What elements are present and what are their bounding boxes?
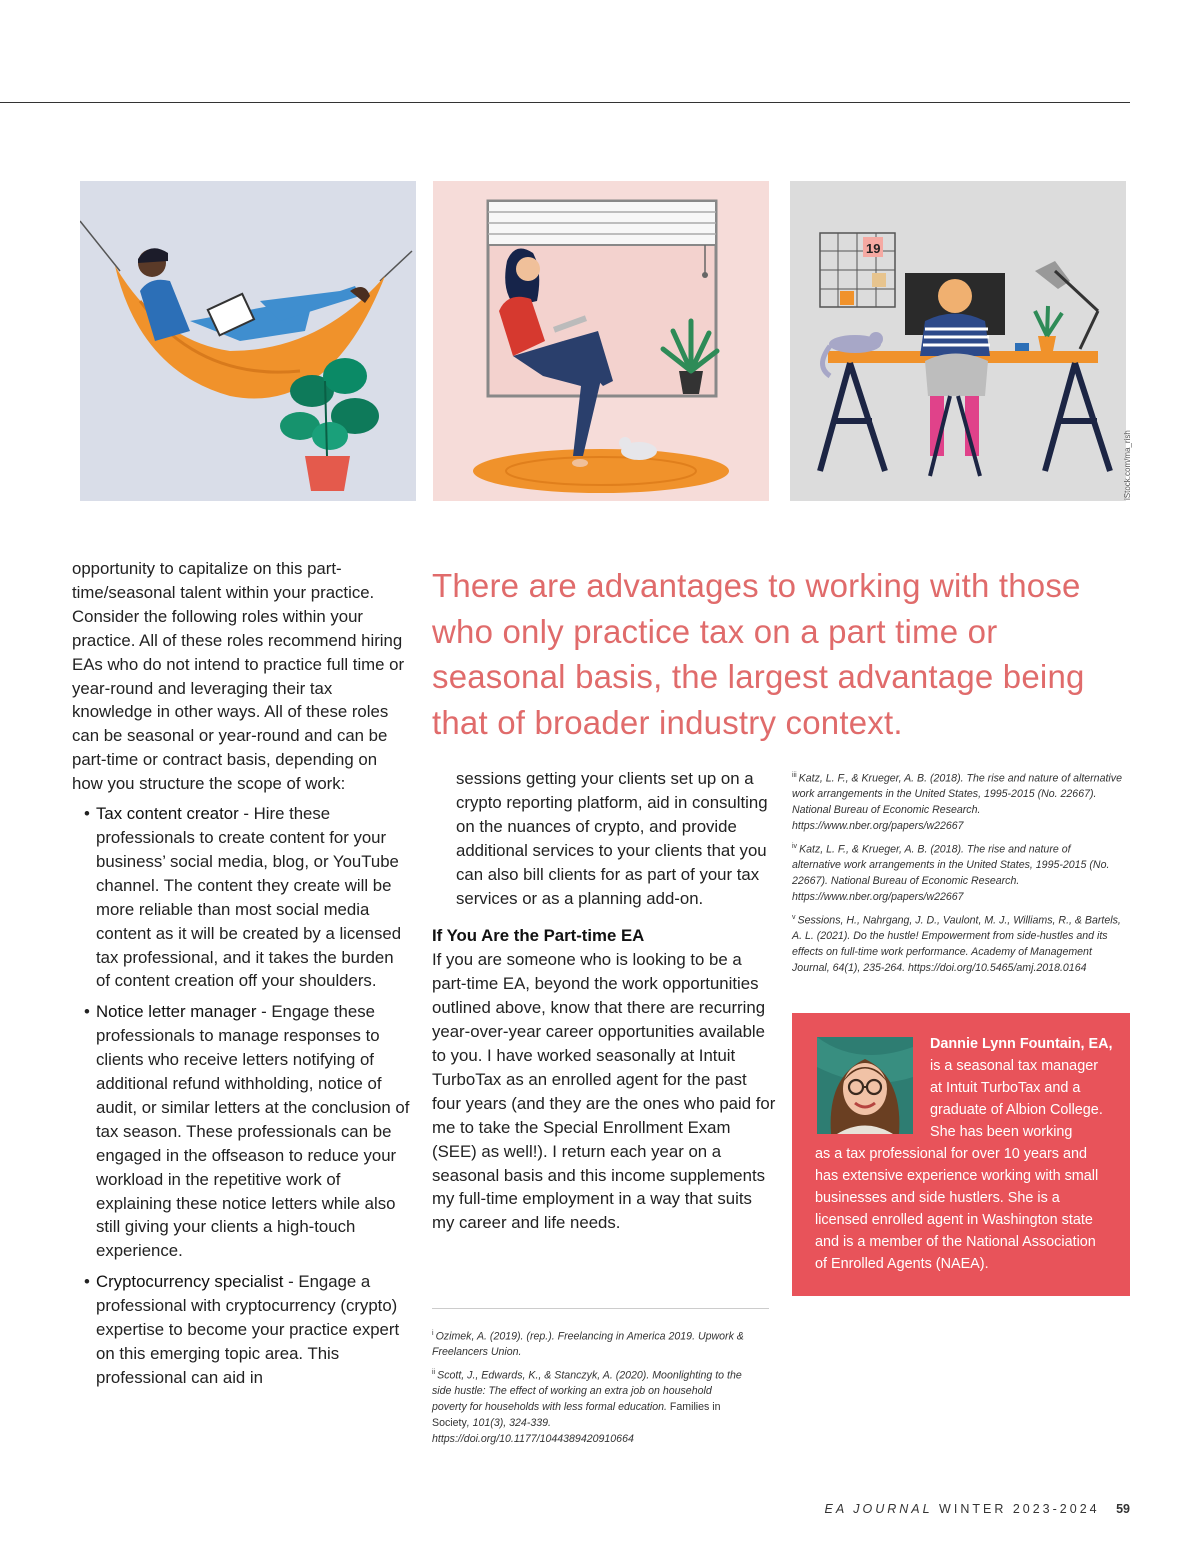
list-item <box>72 1000 412 1263</box>
man-in-hammock-illustration <box>80 181 416 501</box>
role-text: - Hire these professionals to create content for your business’ social media, blog, or YouTube channel. The content they create will be more reliable than most social media content as it will be created by a licensed tax professional, and it takes the burden of content creation off your shoulders. <box>96 804 402 991</box>
footnote-text: Ozimek, A. (2019). (rep.). Freelancing in America 2019. Upwork & Freelancers Union. <box>432 1330 744 1359</box>
footnote-text: , 101(3), 324-339. https://doi.org/10.1177/1044389420910664 <box>432 1416 634 1445</box>
footnote-text: Katz, L. F., & Krueger, A. B. (2018). The rise and nature of alternative work arrangements in the United States, 1995-2015 (No. 22667). National Bureau of Economic Research. https://www.nber.org/papers/w22667 <box>792 843 1110 903</box>
footnote-journal: Families in Society <box>432 1401 721 1429</box>
list-item <box>72 1270 412 1390</box>
role-term: Cryptocurrency specialist <box>96 1272 284 1292</box>
list-item <box>72 802 412 993</box>
page-footer <box>825 1502 1130 1516</box>
issue-label: WINTER 2023-2024 <box>939 1502 1100 1516</box>
role-term: Notice letter manager <box>96 1002 257 1022</box>
footnote-iii <box>792 768 1122 835</box>
intro-paragraph: opportunity to capitalize on this part-time/seasonal talent within your practice. Consider the following roles within your practice. All of these roles recommend hiring EAs who do not intend to practice full time or year-round and leveraging their tax knowledge in other ways. All of these roles can be seasonal or year-round and can be part-time or contract basis, depending on how you structure the scope of work: <box>72 559 405 794</box>
bullet: • <box>84 1272 90 1292</box>
footnote-text: Scott, J., Edwards, K., & Stanczyk, A. (2020). Moonlighting to the side hustle: The effect of working an extra job on household poverty for households with less formal education. <box>432 1369 742 1414</box>
footnote-mark: iii <box>792 772 797 779</box>
section-heading: If You Are the Part-time EA <box>432 926 645 946</box>
woman-at-desk-illustration <box>790 181 1126 501</box>
role-term: Tax content creator <box>96 804 239 824</box>
footnote-mark: i <box>432 1330 434 1337</box>
role-text: - Engage these professionals to manage responses to clients who receive letters notifying of additional refund withholding, notice of audit, or similar letters at the conclusion of tax season. These professionals can be engaged in the offseason to reduce your workload in the repetitive work of explaining these notice letters while also still giving your clients a high-touch experience. <box>96 1002 410 1261</box>
middle-column <box>432 767 777 1235</box>
bullet: • <box>84 1002 90 1022</box>
pull-quote: There are advantages to working with those who only practice tax on a part time or seasonal basis, the largest advantage being that of broader industry context. <box>432 567 1085 741</box>
author-headshot <box>817 1037 913 1134</box>
role-text: - Engage a professional with cryptocurrency (crypto) expertise to become your practice expert on this emerging topic area. This professional can aid in <box>96 1272 400 1387</box>
woman-on-windowsill-illustration <box>433 181 769 501</box>
header-rule <box>0 102 1130 103</box>
body-paragraph: If you are someone who is looking to be a part-time EA, beyond the work opportunities outlined above, know that there are recurring year-over-year career opportunities available to you. I have worked seasonally at Intuit TurboTax as an enrolled agent for the past four years (and they are the ones who paid for me to take the Special Enrollment Exam (SEE) as well!). I return each year on a seasonal basis and this income supplements my full-time employment in a way that suits my career and life needs. <box>432 950 776 1233</box>
bio-line: is a seasonal tax manager <box>930 1058 1098 1074</box>
footnote-i <box>432 1326 762 1361</box>
footnote-mark: iv <box>792 843 798 850</box>
footnote-ii <box>432 1365 747 1448</box>
footnote-mark: v <box>792 914 796 921</box>
bullet: • <box>84 804 90 824</box>
footnote-v <box>792 910 1122 977</box>
left-column <box>72 557 412 1397</box>
bio-line: She has been working <box>930 1124 1073 1140</box>
footnote-text: Katz, L. F., & Krueger, A. B. (2018). The rise and nature of alternative work arrangements in the United States, 1995-2015 (No. 22667). National Bureau of Economic Research. https://www.nber.org/papers/w22667 <box>792 772 1122 832</box>
footnote-iv <box>792 839 1122 906</box>
page-number: 59 <box>1116 1502 1130 1516</box>
bio-line: at Intuit TurboTax and a <box>930 1080 1081 1096</box>
bio-paragraph: as a tax professional for over 10 years and has extensive experience working with small businesses and side hustlers. She is a licensed enrolled agent in Washington state and is a member of the National Association of Enrolled Agents (NAEA). <box>815 1146 1099 1272</box>
footnote-mark: ii <box>432 1369 436 1376</box>
photo-credit: iStock.com/ma_rish <box>1123 430 1132 500</box>
footnote-text: Sessions, H., Nahrgang, J. D., Vaulont, M. J., Williams, R., & Bartels, A. L. (2021). Do the hustle! Empowerment from side-hustles and its effects on full-time work performance. Academy of Management Journal, 64(1), 235-264. https://doi.org/10.5465/amj.2018.0164 <box>792 914 1121 974</box>
roles-list <box>72 802 412 1390</box>
continuation-paragraph: sessions getting your clients set up on a crypto reporting platform, aid in consulting on the nuances of crypto, and provide additional services to your clients that you can also bill clients for as part of your tax services or as a planning add-on. <box>456 769 768 908</box>
bio-line: graduate of Albion College. <box>930 1102 1103 1118</box>
author-bio-box <box>792 1013 1130 1296</box>
footnote-rule <box>432 1308 769 1309</box>
publication-name: EA JOURNAL <box>824 1502 933 1516</box>
calendar-day: 19 <box>866 241 881 256</box>
author-name: Dannie Lynn Fountain, EA, <box>930 1036 1113 1052</box>
